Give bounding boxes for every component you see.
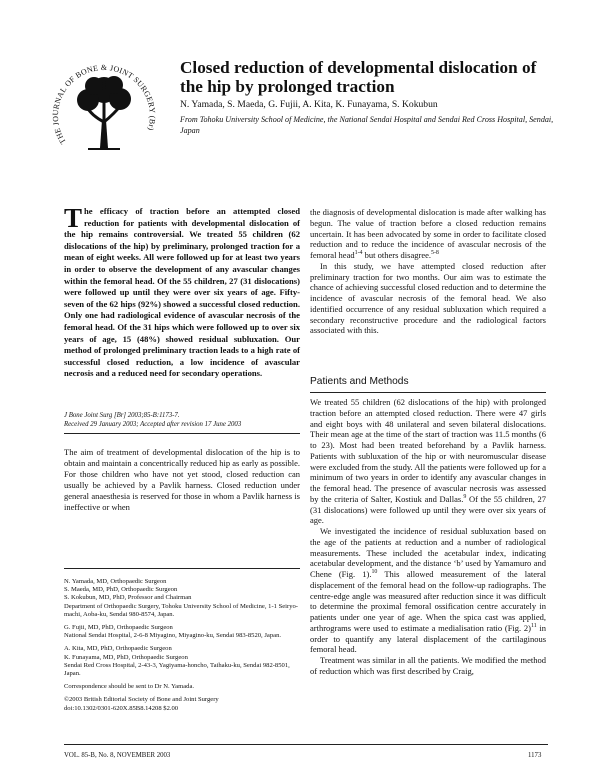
- divider: [64, 433, 300, 434]
- bio-block: [64, 645, 302, 678]
- article-title: Closed reduction of developmental dislocation of the hip by prolonged traction: [180, 58, 537, 96]
- reference: 9: [463, 493, 467, 500]
- logo-text: THE JOURNAL OF BONE & JOINT SURGERY (Br): [50, 63, 158, 146]
- footer-rule: [64, 744, 548, 745]
- bio-line: A. Kita, MD, PhD, Orthopaedic Surgeon: [64, 645, 172, 653]
- bio-line: K. Funayama, MD, PhD, Orthopaedic Surgeon: [64, 653, 188, 661]
- abstract-text: he efficacy of traction before an attempted closed reduction for patients with developmental dislocation of the hip remains controversial. We treated 55 children (62 dislocations of the hip) by preliminary, prolonged traction for a mean of eight weeks. All were followed up for at least two years in order to observe the development of any avascular changes within the femoral head. Of the 55 children, 27 (31 dislocations) were followed up until they were over six years of age. Fifty-seven of the 62 hips (92%) showed a successful closed reduction. Only one had radiological evidence of avascular necrosis of the femoral head. Of the 31 hips which were followed up to over six years of age, 15 (48%) showed residual subluxation. Our method of prolonged preliminary traction leads to a high rate of successful closed reduction, a low incidence of avascular necrosis and a reduced need for secondary operations.: [64, 206, 300, 379]
- divider: [310, 392, 546, 393]
- journal-logo: [44, 50, 162, 168]
- citation-dates: Received 29 January 2003; Accepted after revision 17 June 2003: [64, 420, 242, 428]
- bio-line: S. Maeda, MD, PhD, Orthopaedic Surgeon: [64, 586, 178, 594]
- reference: 10: [371, 569, 378, 576]
- footer-volume: VOL. 85-B, No. 8, NOVEMBER 2003: [64, 752, 171, 759]
- paragraph: Treatment was similar in all the patients. We modified the method of reduction which was first described by Craig,: [310, 655, 546, 676]
- affiliation: From Tohoku University School of Medicine, the National Sendai Hospital and Sendai Red Cross Hospital, Sendai, Japan: [180, 115, 554, 135]
- citation: [64, 412, 304, 429]
- bio-line: S. Kokubun, MD, PhD, Professor and Chairman: [64, 594, 192, 602]
- bio-line: N. Yamada, MD, Orthopaedic Surgeon: [64, 578, 167, 585]
- divider: [64, 568, 300, 569]
- reference: 11: [530, 622, 537, 629]
- author-details: [64, 578, 302, 718]
- author-list: N. Yamada, S. Maeda, G. Fujii, A. Kita, K. Funayama, S. Kokubun: [180, 99, 438, 110]
- copyright: [64, 696, 302, 712]
- tree-icon: [77, 76, 131, 149]
- abstract: [64, 203, 300, 380]
- paragraph: In this study, we have attempted closed reduction after preliminary traction for two months. Our aim was to estimate the chance of achieving successful closed reduction and to determine the incidence of avascular necrosis of the femoral head. We also identified occurrence of any residual subluxation which required a secondary reconstructive procedure and the radiological factors associated with this.: [310, 260, 546, 336]
- paragraph: We treated 55 children (62 dislocations of the hip) with prolonged traction before an attempted closed reduction. There were 47 girls and eight boys with 48 unilateral and seven bilateral dislocations. Their mean age at the time of the start of traction was 11.5 months (6 to 23). Most had been treated beforehand by a Pavlik harness. Patients with subluxation of the hip or with neuromuscular disease were excluded from the study. All the patients were followed up for a minimum of two years in order to identify any avascular changes in the femoral head. The presence of avascular necrosis was assessed by the criteria of Salter, Kostiuk and Dallas.$^9$ Of the 55 children, 27 (31 dislocations) were followed up until they were over six years of age.: [310, 397, 547, 526]
- bio-line: Department of Orthopaedic Surgery, Tohoku University School of Medicine, 1-1 Seiryo-machi, Aoba-ku, Sendai 980-8574, Japan.: [64, 602, 298, 618]
- page-number: 1173: [528, 752, 542, 759]
- copyright-line: ©2003 British Editorial Society of Bone and Joint Surgery: [64, 696, 219, 704]
- right-column-intro: [310, 207, 546, 336]
- correspondence: Correspondence should be sent to Dr N. Yamada.: [64, 683, 195, 691]
- section-heading: Patients and Methods: [310, 376, 409, 387]
- doi: doi:10.1302/0301-620X.85B8.14208 $2.00: [64, 704, 179, 712]
- bio-line: National Sendai Hospital, 2-6-8 Miyagino, Miyagino-ku, Sendai 983-8520, Japan.: [64, 632, 282, 640]
- reference: 1-4: [354, 250, 363, 257]
- paragraph: We investigated the incidence of residual subluxation based on the age of the patients at reduction and a number of radiological measurements. These included the acetabular index, indicating acetabular development, and the distance ‘b’ used by Yamamuro and Chene (Fig. 1).$^{10}$ This allowed measurement of the lateral displacement of the femoral head on the follow-up radiographs. The centre-edge angle was measured after reduction since it was difficult to determine the proximal femoral ossification centre accurately in patients under one year of age. When the spica cast was applied, arthrograms were used to estimate a medialisation ratio (Fig. 2)$^{11}$ in order to quantify any lateral displacement of the cartilaginous femoral head.: [310, 526, 546, 655]
- bio-block: [64, 578, 302, 619]
- bio-block: [64, 624, 302, 640]
- bio-line: G. Fujii, MD, PhD, Orthopaedic Surgeon: [64, 624, 173, 632]
- intro-paragraph: The aim of treatment of developmental dislocation of the hip is to obtain and maintain a concentrically reduced hip as early as possible. For those children who have not yet stood, closed reduction can usually be achieved by a Pavlik harness. Closed reduction under general anaesthesia is reserved for those in whom a Pavlik harness is ineffective or when: [64, 447, 300, 512]
- reference: 5-8: [430, 250, 439, 257]
- drop-cap: T: [64, 203, 83, 233]
- methods-text: [310, 397, 546, 677]
- paragraph: the diagnosis of developmental dislocation is made after walking has begun. The value of traction before a closed reduction remains uncertain. It has been advocated by some in order to facilitate closed reduction and to reduce the incidence of avascular necrosis of the femoral head$^{1-4}$ but others disagree.$^{5-8}$: [310, 207, 546, 260]
- bio-line: Sendai Red Cross Hospital, 2-43-3, Yagiyama-honcho, Taihaku-ku, Sendai 982-8501, Japan.: [64, 661, 290, 678]
- citation-reference: J Bone Joint Surg [Br] 2003;85-B:1173-7.: [64, 412, 180, 419]
